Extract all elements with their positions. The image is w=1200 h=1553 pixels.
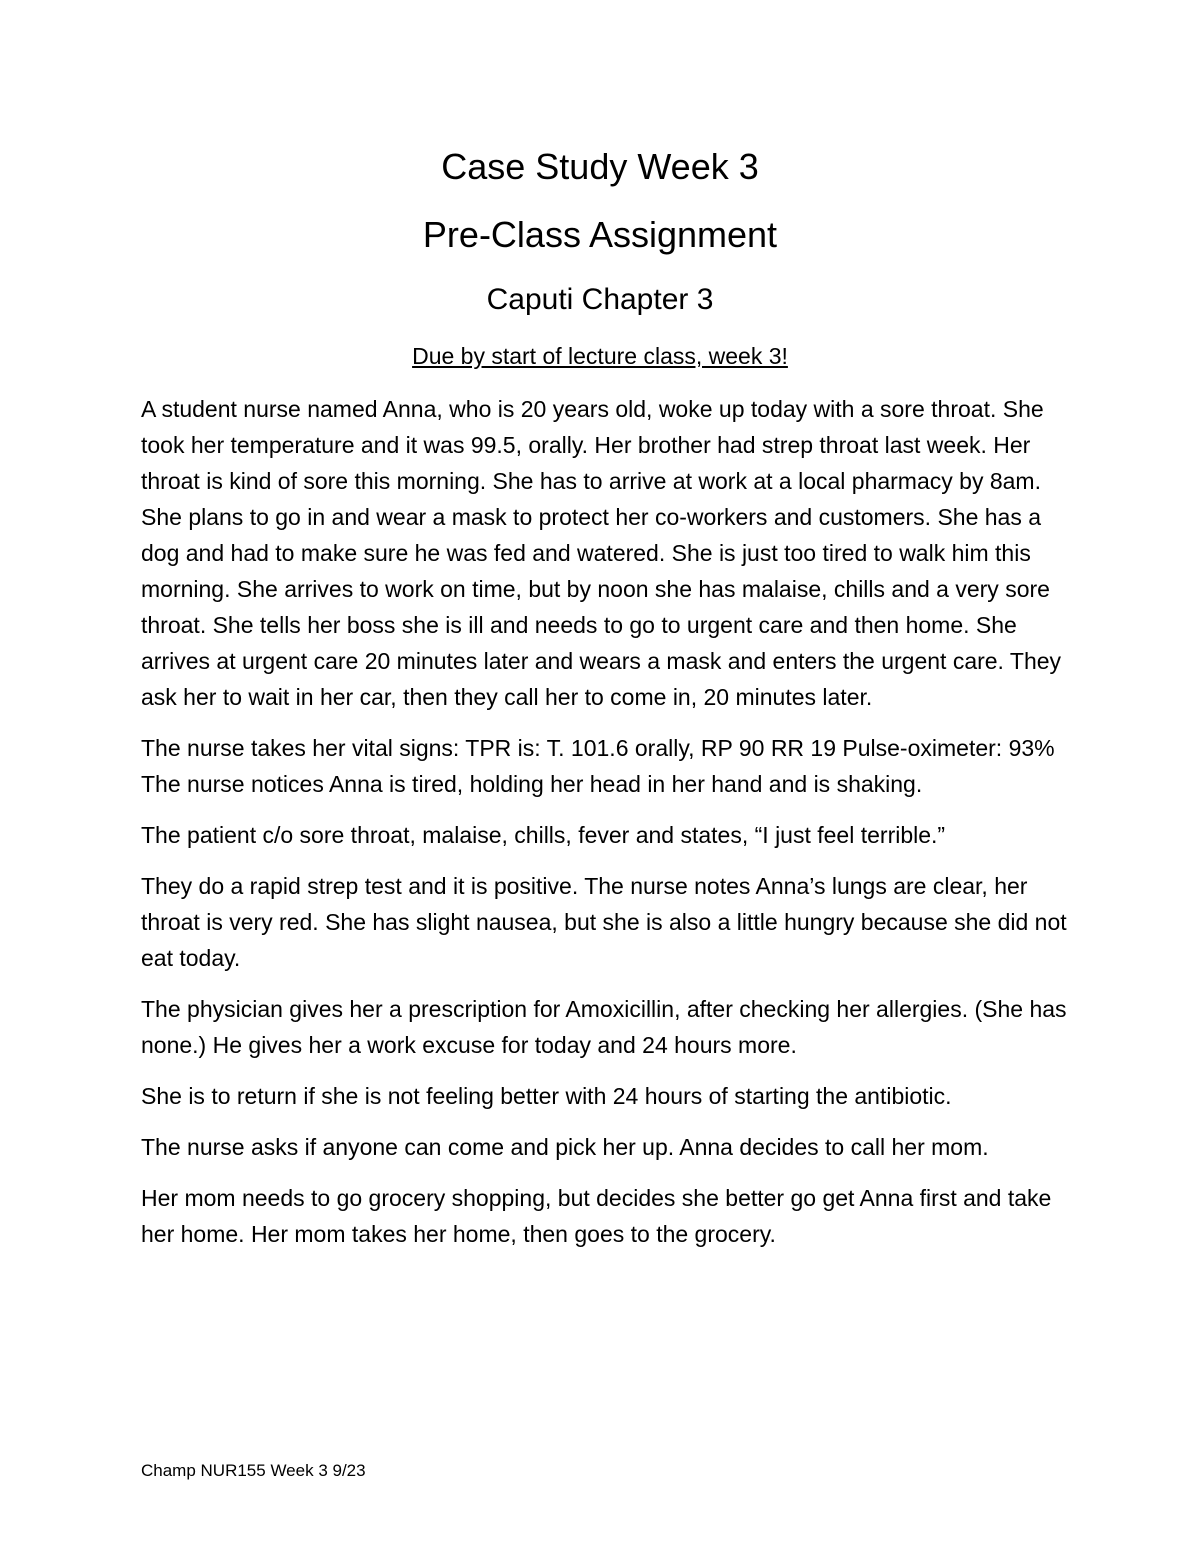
paragraph-pickup: The nurse asks if anyone can come and pick her up. Anna decides to call her mom. bbox=[141, 1134, 989, 1160]
due-date-notice: Due by start of lecture class, week 3! bbox=[412, 343, 788, 369]
chapter-heading: Caputi Chapter 3 bbox=[486, 283, 714, 316]
document-subtitle: Pre-Class Assignment bbox=[422, 214, 778, 255]
case-study-body bbox=[141, 391, 1071, 1267]
paragraph-strep-test: They do a rapid strep test and it is positive. The nurse notes Anna’s lungs are clear, her throat is very red. She has slight nausea, but she is also a little hungry because she did not eat today. bbox=[141, 873, 1067, 971]
paragraph-complaints: The patient c/o sore throat, malaise, chills, fever and states, “I just feel terrible.” bbox=[141, 822, 946, 848]
paragraph-return-instructions: She is to return if she is not feeling better with 24 hours of starting the antibiotic. bbox=[141, 1083, 952, 1109]
paragraph-vital-signs: The nurse takes her vital signs: TPR is: T. 101.6 orally, RP 90 RR 19 Pulse-oximeter: 93% The nurse notices Anna is tired, holding her head in her hand and is shaking. bbox=[141, 735, 1055, 797]
paragraph-scenario: A student nurse named Anna, who is 20 years old, woke up today with a sore throat. She took her temperature and it was 99.5, orally. Her brother had strep throat last week. Her throat is kind of sore this morning. She has to arrive at work at a local pharmacy by 8am. She plans to go in and wear a mask to protect her co-workers and customers. She has a dog and had to make sure he was fed and watered. She is just too tired to walk him this morning. She arrives to work on time, but by noon she has malaise, chills and a very sore throat. She tells her boss she is ill and needs to go to urgent care and then home. She arrives at urgent care 20 minutes later and wears a mask and enters the urgent care. They ask her to wait in her car, then they call her to come in, 20 minutes later. bbox=[141, 396, 1062, 710]
paragraph-mom: Her mom needs to go grocery shopping, but decides she better go get Anna first and take her home. Her mom takes her home, then goes to the grocery. bbox=[141, 1185, 1052, 1247]
document-title: Case Study Week 3 bbox=[441, 146, 759, 187]
page-footer: Champ NUR155 Week 3 9/23 bbox=[141, 1461, 366, 1480]
paragraph-prescription: The physician gives her a prescription for Amoxicillin, after checking her allergies. (She has none.) He gives her a work excuse for today and 24 hours more. bbox=[141, 996, 1067, 1058]
